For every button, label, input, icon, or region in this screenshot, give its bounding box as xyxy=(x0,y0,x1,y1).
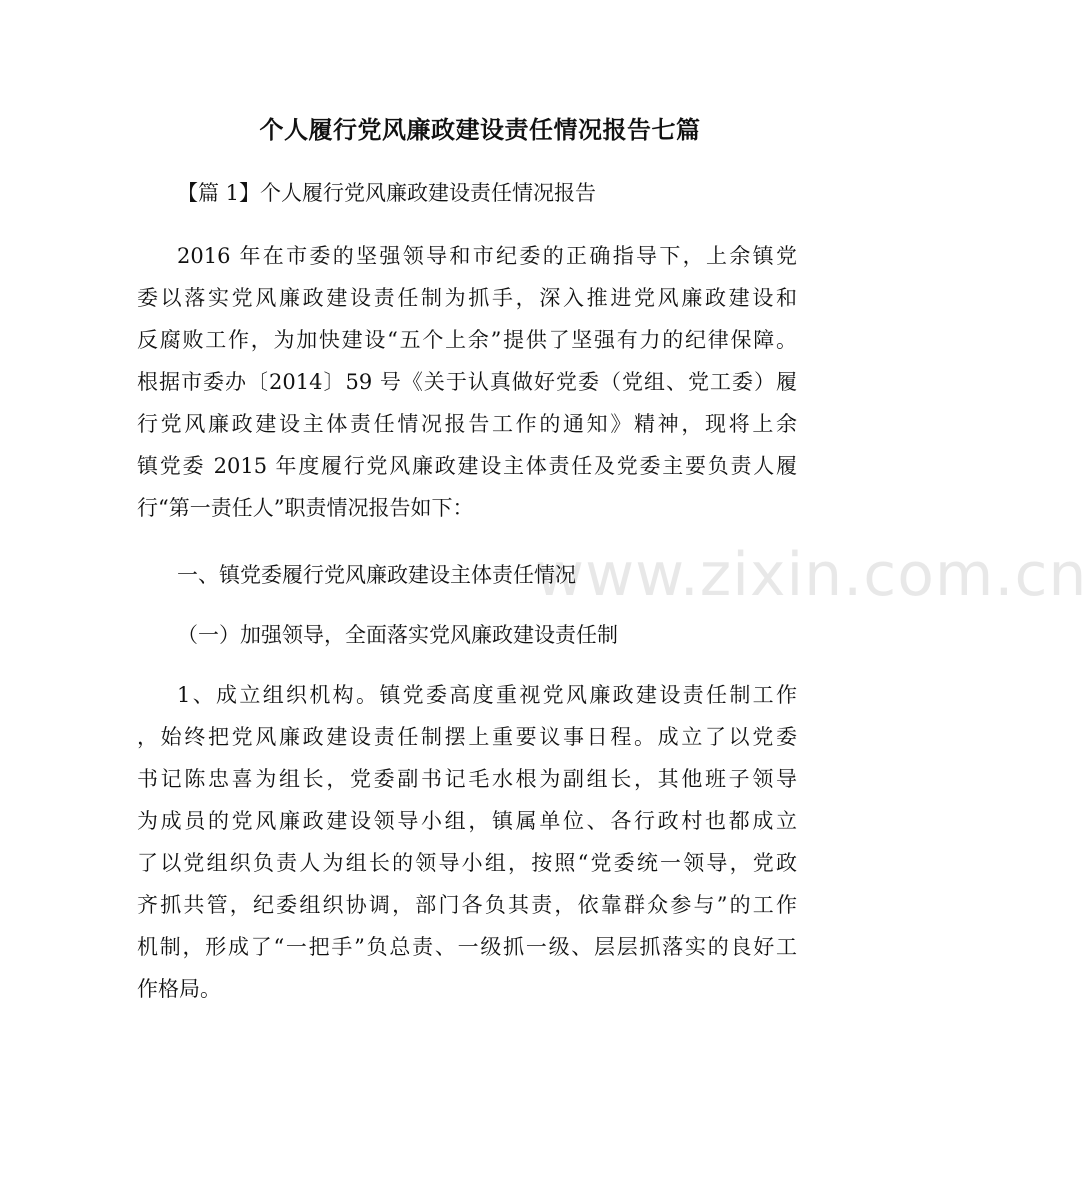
paragraph2-line-2: ，始终把党风廉政建设责任制摆上重要议事日程。成立了以党委 xyxy=(137,725,797,749)
heading-one: 一、镇党委履行党风廉政建设主体责任情况 xyxy=(177,563,576,587)
section-heading: 【篇 1】个人履行党风廉政建设责任情况报告 xyxy=(177,181,597,205)
paragraph1-line-6: 镇党委 2015 年度履行党风廉政建设主体责任及党委主要负责人履 xyxy=(137,454,797,478)
paragraph2-line-5: 了以党组织负责人为组长的领导小组，按照“党委统一领导，党政 xyxy=(137,851,797,875)
paragraph1-line-5: 行党风廉政建设主体责任情况报告工作的通知》精神，现将上余 xyxy=(137,412,797,436)
document-title: 个人履行党风廉政建设责任情况报告七篇 xyxy=(259,116,701,144)
paragraph1-line-7: 行“第一责任人”职责情况报告如下： xyxy=(137,496,474,520)
paragraph2-line-8: 作格局。 xyxy=(137,977,221,1001)
paragraph1-line-1: 2016 年在市委的坚强领导和市纪委的正确指导下，上余镇党 xyxy=(177,244,797,268)
paragraph2-line-1: 1、成立组织机构。镇党委高度重视党风廉政建设责任制工作 xyxy=(177,683,797,707)
paragraph2-line-4: 为成员的党风廉政建设领导小组，镇属单位、各行政村也都成立 xyxy=(137,809,797,833)
paragraph1-line-3: 反腐败工作，为加快建设“五个上余”提供了坚强有力的纪律保障。 xyxy=(137,328,797,352)
paragraph2-line-7: 机制，形成了“一把手”负总责、一级抓一级、层层抓落实的良好工 xyxy=(137,935,797,959)
paragraph2-line-3: 书记陈忠喜为组长，党委副书记毛水根为副组长，其他班子领导 xyxy=(137,767,797,791)
paragraph1-line-2: 委以落实党风廉政建设责任制为抓手，深入推进党风廉政建设和 xyxy=(137,286,797,310)
paragraph2-line-6: 齐抓共管，纪委组织协调，部门各负其责，依靠群众参与”的工作 xyxy=(137,893,797,917)
heading-sub-one: （一）加强领导，全面落实党风廉政建设责任制 xyxy=(177,623,618,647)
watermark-text: www.zixin.com.cn xyxy=(535,540,1087,610)
paragraph1-line-4: 根据市委办〔2014〕59 号《关于认真做好党委（党组、党工委）履 xyxy=(137,370,797,394)
